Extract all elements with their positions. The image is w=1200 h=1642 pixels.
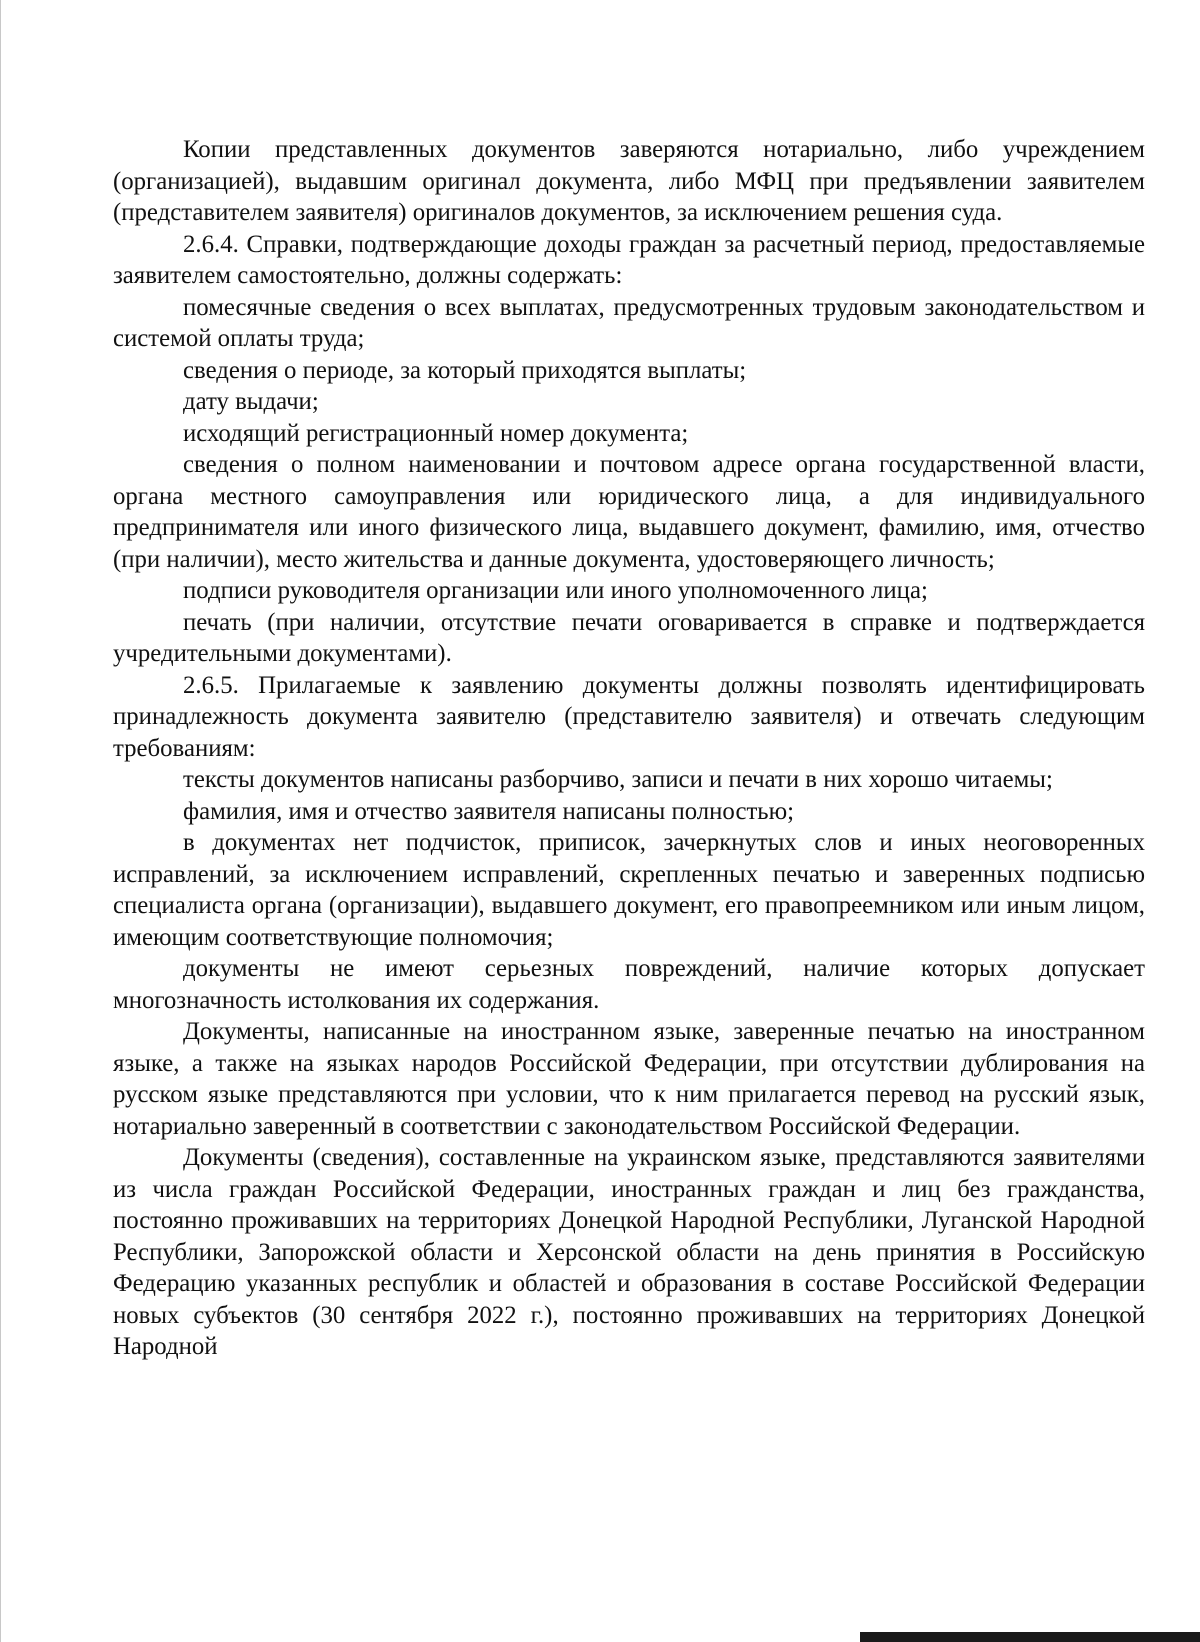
paragraph-foreign-language: Документы, написанные на иностранном языке, заверенные печатью на иностранном языке, а также на языках народов Российской Федерации, при отсутствии дублирования на русском языке представляются при условии, что к ним прилагается перевод на русский язык, нотариально заверенный в соответствии с законодательством Российской Федерации. [113,1018,1145,1140]
list-item-legible-text: тексты документов написаны разборчиво, записи и печати в них хорошо читаемы; [183,766,1053,793]
scan-edge-left [0,0,1,1642]
list-item-no-corrections: в документах нет подчисток, приписок, зачеркнутых слов и иных неоговоренных исправлений, за исключением исправлений, скрепленных печатью и заверенных подписью специалиста органа (организации), выдавшего документ, его правопреемником или иным лицом, имеющим соответствующие полномочия; [113,829,1145,951]
paragraph-ukrainian-language: Документы (сведения), составленные на украинском языке, представляются заявителями из числа граждан Российской Федерации, иностранных граждан и лиц без гражданства, постоянно проживавших на территориях Донецкой Народной Республики, Луганской Народной Республики, Запорожской области и Херсонской области на день принятия в Российскую Федерацию указанных республик и областей и образования в составе Российской Федерации новых субъектов (30 сентября 2022 г.), постоянно проживавших на территориях Донецкой Народной [113,1144,1145,1360]
paragraph-copies-certification: Копии представленных документов заверяются нотариально, либо учреждением (организацией), выдавшим оригинал документа, либо МФЦ при предъявлении заявителем (представителем заявителя) оригиналов документов, за исключением решения суда. [113,136,1145,226]
scan-edge-bottom [860,1632,1200,1642]
list-item-issuer-details: сведения о полном наименовании и почтовом адресе органа государственной власти, органа местного самоуправления или юридического лица, а для индивидуального предпринимателя или иного физического лица, выдавшего документ, фамилию, имя, отчество (при наличии), место жительства и данные документа, удостоверяющего личность; [113,451,1145,573]
paragraph-2-6-5: 2.6.5. Прилагаемые к заявлению документы должны позволять идентифицировать принадлежность документа заявителю (представителю заявителя) и отвечать следующим требованиям: [113,671,1145,762]
paragraph-2-6-4: 2.6.4. Справки, подтверждающие доходы граждан за расчетный период, предоставляемые заявителем самостоятельно, должны содержать: [113,230,1145,289]
list-item-signatures: подписи руководителя организации или иного уполномоченного лица; [183,577,928,604]
list-item-full-name: фамилия, имя и отчество заявителя написаны полностью; [183,797,795,825]
list-item-registration-number: исходящий регистрационный номер документа; [183,419,689,447]
document-page [113,134,1145,1363]
list-item-no-damage: документы не имеют серьезных повреждений, наличие которых допускает многозначность истолкования их содержания. [113,955,1145,1014]
list-item-issue-date: дату выдачи; [183,388,319,415]
list-item-monthly-payments: помесячные сведения о всех выплатах, предусмотренных трудовым законодательством и системой оплаты труда; [113,293,1145,352]
list-item-payment-period: сведения о периоде, за который приходятся выплаты; [183,356,747,384]
list-item-seal: печать (при наличии, отсутствие печати оговаривается в справке и подтверждается учредительными документами). [113,608,1145,667]
